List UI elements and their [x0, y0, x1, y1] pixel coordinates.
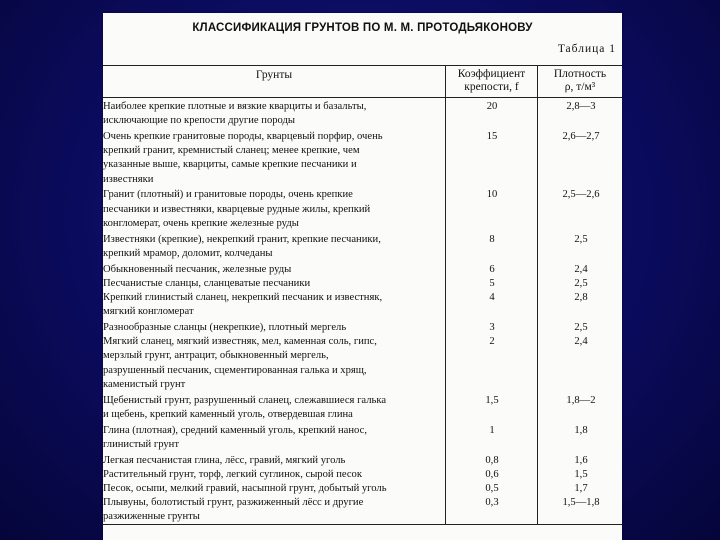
- header-strength-line1: Коэффициент: [457, 68, 526, 80]
- soil-description-line: и щебень, крепкий каменный уголь, отвердевшая глина: [103, 408, 353, 420]
- soil-description-line: Плывуны, болотистый грунт, разжиженный лёсс и другие: [103, 497, 364, 509]
- header-strength-line2: крепости, f: [464, 81, 519, 93]
- soil-description-line: разжиженные грунты: [103, 511, 200, 523]
- soil-description-line: Известняки (крепкие), некрепкий гранит, крепкие песчаники,: [103, 233, 381, 245]
- soil-description-line: разрушенный песчаник, сцементированная галька и хрящ,: [103, 364, 367, 376]
- soil-description-line: исключающие по крепости другие породы: [103, 115, 296, 127]
- density-value: 2,4 2,5 2,8: [574, 263, 588, 303]
- soil-description-line: Разнообразные сланцы (некрепкие), плотный мергель: [103, 322, 347, 333]
- soil-description: [103, 263, 443, 320]
- soil-description-line: Наиболее крепкие плотные и вязкие кварциты и базальты,: [103, 101, 367, 112]
- column-divider-1: [445, 65, 446, 524]
- strength-coefficient: 15: [486, 131, 498, 142]
- soil-description: [103, 233, 443, 261]
- header-bottom-rule: [103, 97, 622, 98]
- document-page: [103, 13, 622, 540]
- soil-description-line: глинистый грунт: [103, 438, 179, 450]
- soil-description-line: Мягкий сланец, мягкий известняк, мел, каменная соль, гипс,: [103, 336, 377, 348]
- soil-description-line: Очень крепкие гранитовые породы, кварцевый порфир, очень: [103, 131, 383, 142]
- strength-coefficient: 6 5 4: [489, 263, 495, 303]
- soil-description-line: Щебенистый грунт, разрушенный сланец, слежавшиеся галька: [103, 394, 387, 406]
- strength-coefficient: 0,8 0,6 0,5 0,3: [485, 454, 499, 509]
- soil-description-line: крепкий мрамор, доломит, колчеданы: [103, 247, 273, 259]
- header-soils: Грунты: [255, 69, 293, 81]
- density-value: 2,5 2,4: [574, 322, 588, 348]
- density-value: 1,6 1,5 1,7 1,5—1,8: [562, 454, 600, 509]
- soil-description: [103, 188, 443, 231]
- soil-description: [103, 454, 443, 525]
- soil-description-line: Глина (плотная), средний каменный уголь, крепкий нанос,: [103, 424, 367, 436]
- table-title: КЛАССИФИКАЦИЯ ГРУНТОВ ПО М. М. ПРОТОДЬЯКОНОВУ: [192, 22, 533, 34]
- header-density: [538, 68, 622, 94]
- soil-description-line: каменистый грунт: [103, 378, 186, 390]
- strength-coefficient: 1: [489, 424, 495, 436]
- density-value: 2,8—3: [566, 101, 596, 112]
- soil-description: [103, 394, 443, 422]
- soil-description-line: Крепкий глинистый сланец, некрепкий песчаник и известняк,: [103, 292, 383, 303]
- soil-description-line: конгломерат, очень крепкие железные руды: [103, 217, 299, 229]
- soil-description-line: песчаники и известняки, кварцевые рудные жилы, крепкий: [103, 203, 371, 215]
- soil-description-line: Растительный грунт, торф, легкий суглинок, сырой песок: [103, 468, 363, 480]
- soil-description-line: Легкая песчанистая глина, лёсс, гравий, мягкий уголь: [103, 454, 346, 466]
- soil-description-line: крепкий гранит, кремнистый сланец; менее крепкие, чем: [103, 145, 360, 157]
- soil-description: [103, 424, 443, 452]
- header-top-rule: [103, 65, 622, 66]
- strength-coefficient: 8: [489, 233, 495, 245]
- strength-coefficient: 20: [486, 101, 498, 112]
- column-divider-2: [537, 65, 538, 524]
- soil-description: [103, 100, 443, 128]
- soil-description-line: Песок, осыпи, мелкий гравий, насыпной грунт, добытый уголь: [103, 483, 387, 494]
- soil-description: [103, 321, 443, 392]
- soil-description-line: мягкий конгломерат: [103, 306, 194, 318]
- density-value: 1,8—2: [566, 394, 596, 406]
- density-value: 2,5: [574, 233, 588, 245]
- density-value: 2,5—2,6: [562, 189, 600, 201]
- header-density-line2: ρ, т/м³: [564, 81, 596, 93]
- soil-description-line: Обыкновенный песчаник, железные руды: [103, 263, 292, 275]
- soil-description-line: указанные выше, кварциты, самые крепкие песчаники и: [103, 159, 357, 171]
- header-density-line1: Плотность: [553, 68, 607, 80]
- table-number: Таблица 1: [557, 43, 616, 55]
- density-value: 2,6—2,7: [562, 131, 600, 142]
- strength-coefficient: 1,5: [485, 394, 499, 406]
- soil-description: [103, 130, 443, 187]
- density-value: 1,8: [574, 424, 588, 436]
- soil-description-line: мерзлый грунт, антрацит, обыкновенный мергель,: [103, 350, 329, 362]
- strength-coefficient: 10: [486, 189, 498, 201]
- strength-coefficient: 3 2: [489, 322, 495, 348]
- soil-description-line: Гранит (плотный) и гранитовые породы, очень крепкие: [103, 189, 353, 201]
- header-strength-coef: [446, 68, 537, 94]
- soil-description-line: известняки: [103, 173, 154, 185]
- soil-description-line: Песчанистые сланцы, сланцеватые песчаники: [103, 277, 311, 289]
